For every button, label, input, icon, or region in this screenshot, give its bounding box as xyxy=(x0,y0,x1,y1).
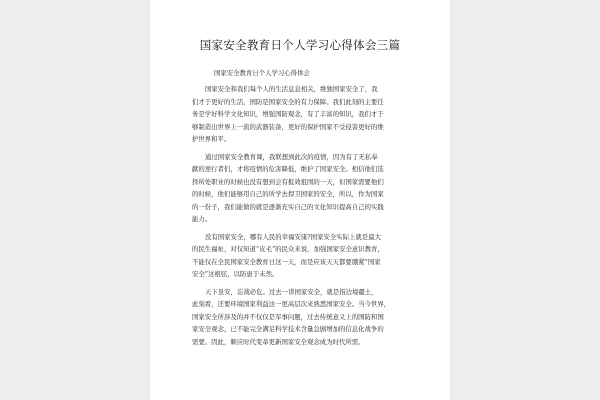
paragraph-line: 献的逆行者们，才将疫情的危害降低，维护了国家安全。相信他们选 xyxy=(192,165,384,173)
document-title: 国家安全教育日个人学习心得体会三篇 xyxy=(199,38,401,52)
document-subtitle: 国家安全教育日个人学习心得体会 xyxy=(214,69,310,77)
paragraph-line: 家安全观念，已不能完全满足科学技术含量急剧增加的信息化战争的 xyxy=(192,325,384,333)
paragraph-line: 通过国家安全教育课，我联想到此次的疫情，因为有了无私奉 xyxy=(205,152,378,161)
paragraph xyxy=(192,231,408,281)
paragraph-line: 没有国家安全，哪有人民的幸福安康?国家安全实际上就是最大 xyxy=(205,232,381,241)
paragraph-line: 国家安全和我们每个人的生活息息相关，维独国家安全了，我 xyxy=(205,85,378,93)
paragraph-line: 的民生福祉，对仅知道“皮毛”的民众来说，加强国家安全意识教育， xyxy=(192,245,384,253)
paragraph-line: 的时候，他们能够用自己的所学去捍卫国家的安全，所以，作为国家 xyxy=(192,190,384,198)
paragraph xyxy=(192,286,408,349)
paragraph-line: 的一份子，我们能做的就是逐渐充实自己的文化知识提高自己的实践 xyxy=(192,202,384,211)
paragraph-line: 择所处职业的时候也没有想到会有报效祖国的一天，但国家需要他们 xyxy=(192,177,384,186)
paragraph xyxy=(192,83,408,146)
paragraph xyxy=(192,151,408,226)
paragraph-line: 此刻看，还要环境国家利益这一更高层次来熟悉国家安全。当今世界， xyxy=(192,300,391,308)
paragraph-line: 需要。因此，顺应时代变革更新国家安全观念成为时代所需。 xyxy=(192,337,365,346)
paragraph-line: 不能仅在全民国家安全教育日这一天，而是应该天天都要绷紧“国家 xyxy=(192,257,381,266)
paragraph-line: 护世界和平。 xyxy=(192,135,231,143)
paragraph-line: 们才于更好的生活，国防是国家安全的有力保障。我们此刻的主要任 xyxy=(192,97,384,106)
document-page xyxy=(150,0,450,400)
paragraph-line: 能力。 xyxy=(192,215,212,223)
paragraph-line: 务是学好科学文化知识，增强国防观念，有了丰富的知识，我们才于 xyxy=(192,110,384,118)
paragraphs xyxy=(192,83,408,348)
paragraph-line: 天下虽安，忘战必危。过去一讲国家安全，就是指边境疆土， xyxy=(205,287,378,296)
paragraph-line: 安全”这根弦，以防患于未然。 xyxy=(192,270,279,278)
paragraph-line: 够制造出世界上一流的武器装备，更好的保护国家不受侵害更好的维 xyxy=(192,122,384,131)
document-body xyxy=(192,68,408,348)
paragraph-line: 国家安全所涉及的并不仅仅是军事问题，过去传统意义上的国防和国 xyxy=(192,312,384,321)
